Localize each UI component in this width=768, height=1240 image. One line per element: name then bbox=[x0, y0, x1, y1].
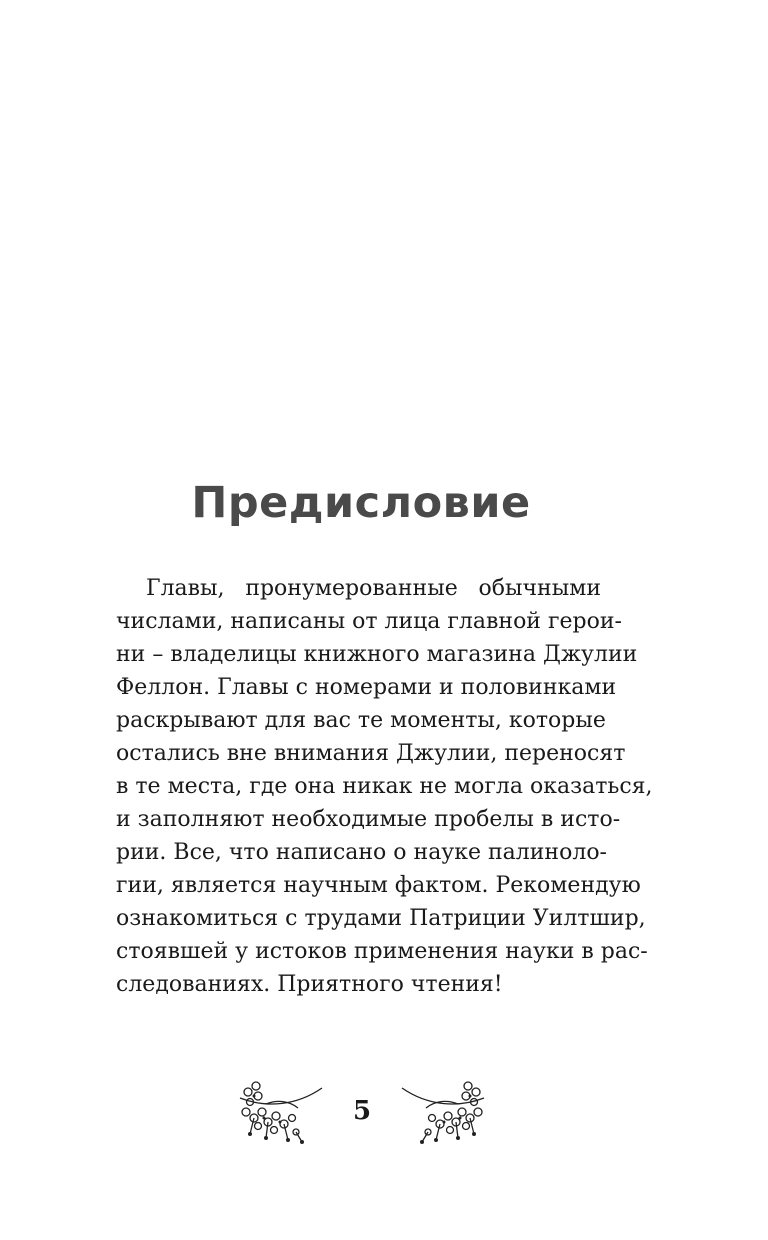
text-line: гии, является научным фактом. Рекомендую bbox=[116, 873, 641, 898]
text-line: рии. Все, что написано о науке палиноло- bbox=[116, 840, 607, 865]
floral-sprig-icon bbox=[398, 1078, 488, 1148]
text-line: раскрывают для вас те моменты, которые bbox=[116, 708, 606, 733]
text-line: Главы, пронумерованные обычными bbox=[146, 576, 601, 601]
text-line: и заполняют необходимые пробелы в исто- bbox=[116, 807, 621, 832]
text-line: следованиях. Приятного чтения! bbox=[116, 972, 503, 997]
text-line: стоявшей у истоков применения науки в рас- bbox=[116, 939, 648, 964]
page-number: 5 bbox=[352, 1096, 372, 1126]
text-line: Феллон. Главы с номерами и половинками bbox=[116, 675, 617, 700]
text-line: остались вне внимания Джулии, переносят bbox=[116, 741, 626, 766]
text-line: ни – владелицы книжного магазина Джулии bbox=[116, 642, 638, 667]
page-footer bbox=[0, 1078, 768, 1148]
text-line: в те места, где она никак не могла оказаться, bbox=[116, 774, 653, 799]
text-line: ознакомиться с трудами Патриции Уилтшир, bbox=[116, 906, 646, 931]
chapter-title: Предисловие bbox=[191, 478, 531, 528]
preface-paragraph bbox=[116, 572, 653, 1001]
floral-sprig-icon bbox=[236, 1078, 326, 1148]
text-line: числами, написаны от лица главной герои- bbox=[116, 609, 622, 634]
